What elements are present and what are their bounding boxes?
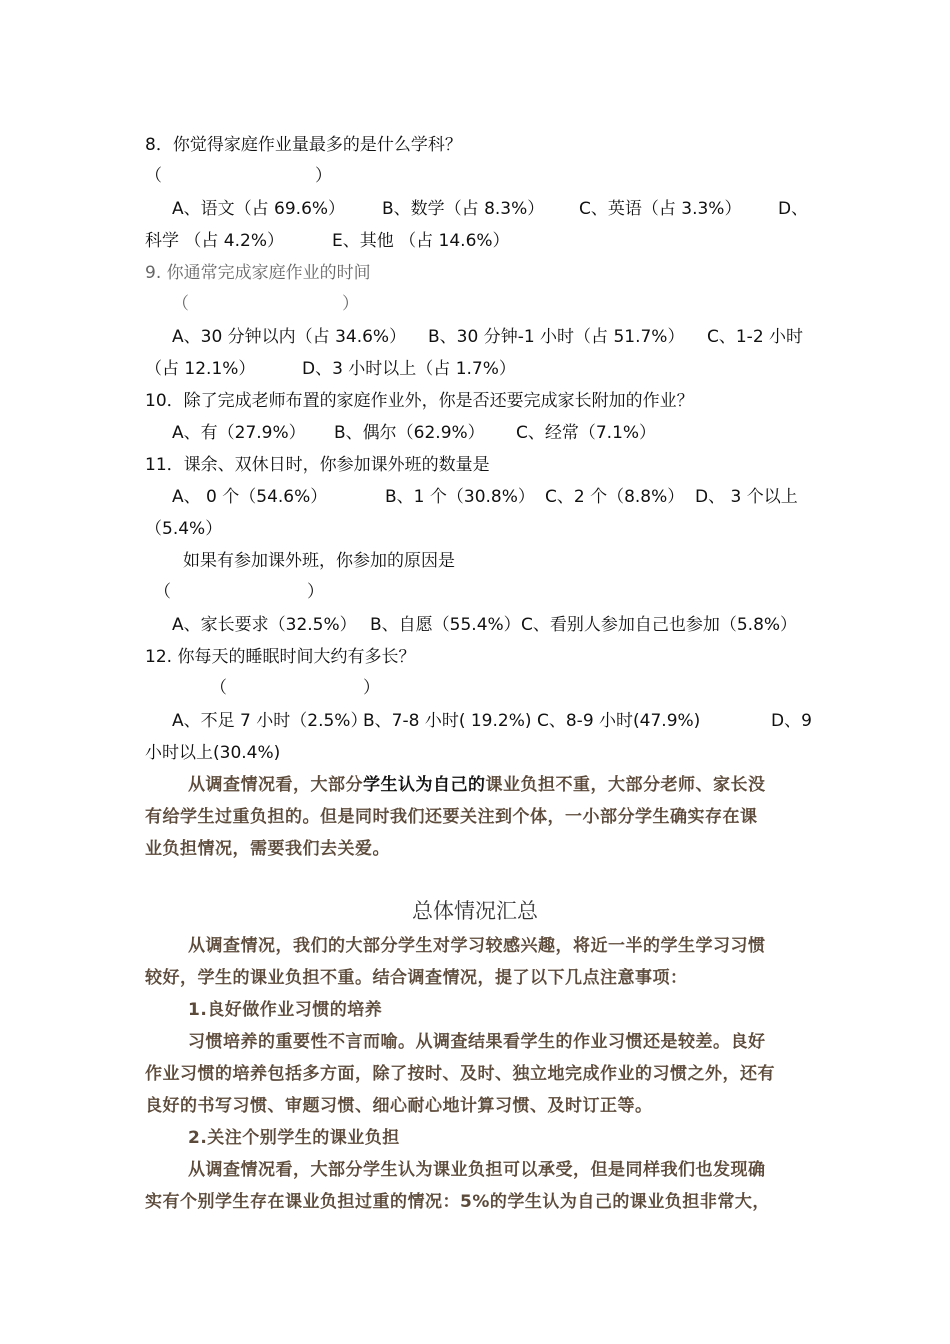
conclusion-emphasis: 学生认为自己的 <box>363 775 486 795</box>
q9-answer-blank: （ ） <box>172 294 359 314</box>
q12-option-b: B、7-8 小时( 19.2%) <box>363 711 532 731</box>
q9-question: 9. 你通常完成家庭作业的时间 <box>145 263 371 283</box>
summary-p3-line-2: 实有个别学生存在课业负担过重的情况：5%的学生认为自己的课业负担非常大， <box>145 1192 770 1212</box>
q10-question: 10．除了完成老师布置的家庭作业外，你是否还要完成家长附加的作业？ <box>145 391 694 411</box>
q11-followup-blank: （ ） <box>154 582 324 602</box>
q9-option-c-label: C、1-2 小时 <box>707 327 804 347</box>
q11-option-d: （5.4%） <box>145 519 223 539</box>
conclusion-line-2: 有给学生过重负担的。但是同时我们还要关注到个体，一小部分学生确实存在课 <box>145 807 758 827</box>
q9-option-a: A、30 分钟以内（占 34.6%） <box>172 327 407 347</box>
q11-followup-option-a: A、家长要求（32.5%） <box>172 615 357 635</box>
conclusion-line-3: 业负担情况，需要我们去关爱。 <box>145 839 390 859</box>
q12-answer-blank: （ ） <box>210 678 380 698</box>
q8-options-line1 <box>145 197 815 223</box>
q11-option-b: B、1 个（30.8%） <box>385 487 535 507</box>
q9-options-line2 <box>145 357 815 383</box>
summary-heading-2: 2.关注个别学生的课业负担 <box>188 1128 400 1148</box>
conclusion-text-a: 从调查情况看，大部分 <box>188 775 363 795</box>
q12-option-d: 小时以上(30.4%) <box>145 743 281 763</box>
conclusion-line-1 <box>188 773 858 799</box>
q11-option-d-label: D、 3 个以上 <box>695 487 798 507</box>
q11-question: 11．课余、双休日时，你参加课外班的数量是 <box>145 455 490 475</box>
q8-option-d-label: D、 <box>778 199 809 219</box>
summary-p2-line-3: 良好的书写习惯、审题习惯、细心耐心地计算习惯、及时订正等。 <box>145 1096 653 1116</box>
q11-followup-option-b: B、自愿（55.4%） <box>370 615 521 635</box>
q9-option-b: B、30 分钟-1 小时（占 51.7%） <box>428 327 685 347</box>
q12-option-a: A、不足 7 小时（2.5%） <box>172 711 368 731</box>
q8-option-b: B、数学（占 8.3%） <box>382 199 545 219</box>
summary-p2-line-2: 作业习惯的培养包括多方面，除了按时、及时、独立地完成作业的习惯之外，还有 <box>145 1064 775 1084</box>
q10-option-b: B、偶尔（62.9%） <box>334 423 485 443</box>
q8-answer-blank: （ ） <box>145 166 332 186</box>
q11-followup-options <box>145 613 815 639</box>
q8-option-c: C、英语（占 3.3%） <box>579 199 742 219</box>
q11-option-a: A、 0 个（54.6%） <box>172 487 328 507</box>
q10-option-c: C、经常（7.1%） <box>516 423 657 443</box>
section-title: 总体情况汇总 <box>412 899 538 923</box>
q11-followup-question: 如果有参加课外班，你参加的原因是 <box>183 551 455 571</box>
summary-heading-1: 1.良好做作业习惯的培养 <box>188 1000 383 1020</box>
q9-option-c: （占 12.1%） <box>145 359 256 379</box>
q9-options-line1 <box>145 325 815 351</box>
summary-p3-line-1: 从调查情况看，大部分学生认为课业负担可以承受，但是同样我们也发现确 <box>188 1160 766 1180</box>
q11-followup-option-c: C、看别人参加自己也参加（5.8%） <box>521 615 798 635</box>
q8-question: 8．你觉得家庭作业量最多的是什么学科？ <box>145 135 462 155</box>
q10-option-a: A、有（27.9%） <box>172 423 306 443</box>
q11-options-line1 <box>145 485 815 511</box>
q8-option-a: A、语文（占 69.6%） <box>172 199 346 219</box>
q10-options <box>145 421 815 447</box>
summary-p1-line-1: 从调查情况，我们的大部分学生对学习较感兴趣，将近一半的学生学习习惯 <box>188 936 766 956</box>
q12-options-line1 <box>145 709 815 735</box>
q12-option-d-label: D、9 <box>771 711 812 731</box>
q8-options-line2 <box>145 229 815 255</box>
q8-option-e: E、其他 （占 14.6%） <box>332 231 510 251</box>
q9-option-d: D、3 小时以上（占 1.7%） <box>302 359 516 379</box>
q12-question: 12. 你每天的睡眠时间大约有多长？ <box>145 647 416 667</box>
summary-p2-line-1: 习惯培养的重要性不言而喻。从调查结果看学生的作业习惯还是较差。良好 <box>188 1032 766 1052</box>
summary-p1-line-2: 较好，学生的课业负担不重。结合调查情况，提了以下几点注意事项： <box>145 968 688 988</box>
conclusion-text-c: 课业负担不重，大部分老师、家长没 <box>485 775 766 795</box>
q8-option-d: 科学 （占 4.2%） <box>145 231 284 251</box>
q12-option-c: C、8-9 小时(47.9%) <box>537 711 701 731</box>
q11-option-c: C、2 个（8.8%） <box>545 487 685 507</box>
